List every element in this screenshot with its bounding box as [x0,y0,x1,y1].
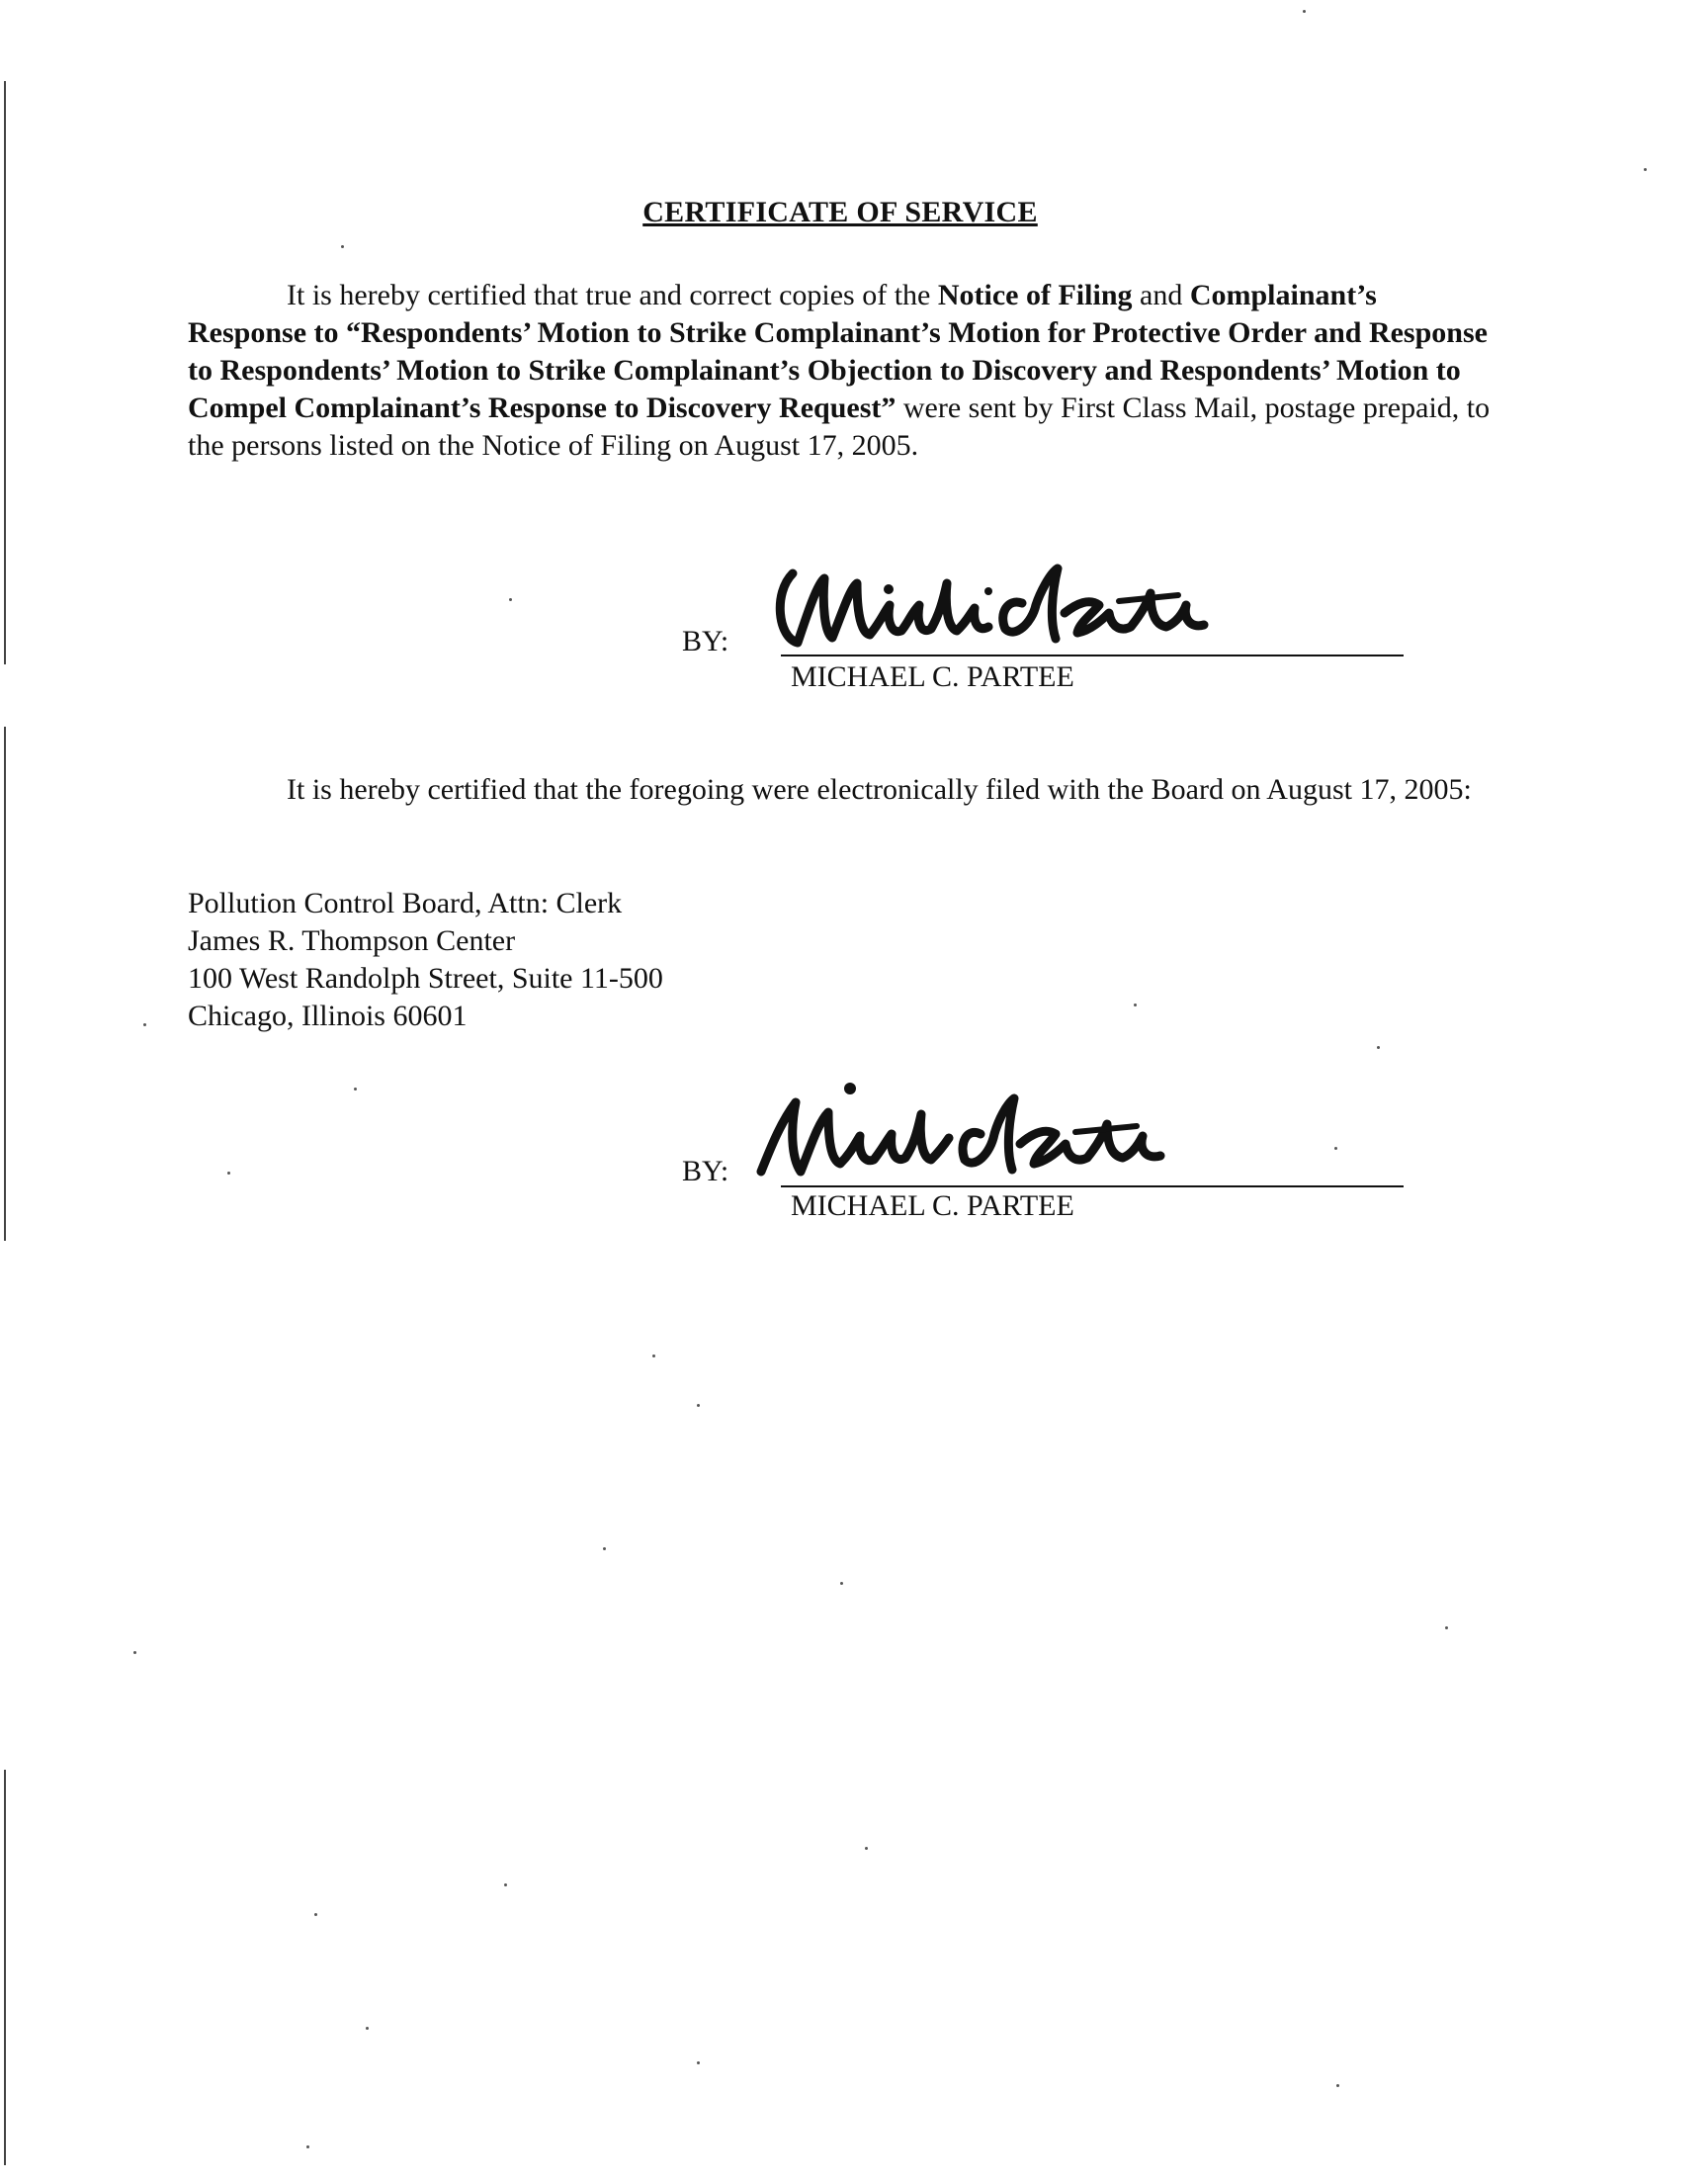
by-label: BY: [682,1155,729,1187]
response-document-title: Complainant’s Response to “Respondents’ Motion to Strike Complainant’s Motion for Protective Order and Response to Respondents’ Motion to Strike Complainant’s Objection to Discovery and Respondents’ Motion to Compel Complainant’s Response to Discovery Request” [188,279,1488,424]
address-line-1: Pollution Control Board, Attn: Clerk [188,887,623,919]
by-label: BY: [682,625,729,657]
notice-of-filing-title: Notice of Filing [937,279,1133,311]
scan-speck [306,2145,309,2148]
scan-speck [1445,1626,1448,1629]
scan-speck [366,2027,369,2030]
scan-speck [143,1023,146,1026]
scan-speck [865,1847,868,1850]
signature-line [781,655,1404,656]
scan-speck [509,598,512,601]
scan-artifact-line [4,1770,6,2165]
scan-speck [697,1404,700,1407]
scan-speck [1134,1004,1137,1006]
signature-block-1 [682,544,1413,693]
scan-artifact-line [4,727,6,1241]
electronic-filing-text: It is hereby certified that the foregoing were electronically filed with the Board on August 17, 2005: [287,773,1472,806]
scan-artifact-line [4,81,6,664]
scan-speck [341,245,344,248]
scan-speck [603,1547,606,1550]
handwritten-signature [763,544,1218,653]
address-line-4: Chicago, Illinois 60601 [188,1000,468,1032]
scan-speck [314,1913,317,1916]
signature-line [781,1185,1404,1187]
electronic-filing-paragraph [188,771,1493,809]
paragraph-rest: were sent by First Class Mail, postage prepaid, to the persons listed on the Notice of Filing on August 17, 2005. [188,392,1491,462]
scan-speck [1336,2084,1339,2087]
paragraph-intro: It is hereby certified that true and correct copies of the [287,279,938,311]
signature-block-2 [682,1073,1413,1222]
signer-name: MICHAEL C. PARTEE [791,660,1074,693]
scan-speck [652,1354,655,1357]
address-line-3: 100 West Randolph Street, Suite 11-500 [188,962,663,995]
handwritten-signature [751,1073,1206,1181]
address-line-2: James R. Thompson Center [188,924,516,957]
signer-name: MICHAEL C. PARTEE [791,1189,1074,1222]
scan-speck [504,1883,507,1886]
scan-speck [133,1651,136,1654]
scan-speck [227,1172,230,1175]
certificate-title: CERTIFICATE OF SERVICE [642,196,1038,228]
scan-speck [1644,168,1647,171]
recipient-address [188,885,663,1035]
scan-speck [1303,10,1306,13]
scan-speck [1377,1046,1380,1049]
scan-speck [840,1582,843,1585]
scan-speck [1334,1147,1337,1150]
scan-speck [697,2061,700,2064]
paragraph-conjunction: and [1132,279,1190,311]
service-paragraph [188,277,1493,465]
scan-speck [354,1088,357,1091]
